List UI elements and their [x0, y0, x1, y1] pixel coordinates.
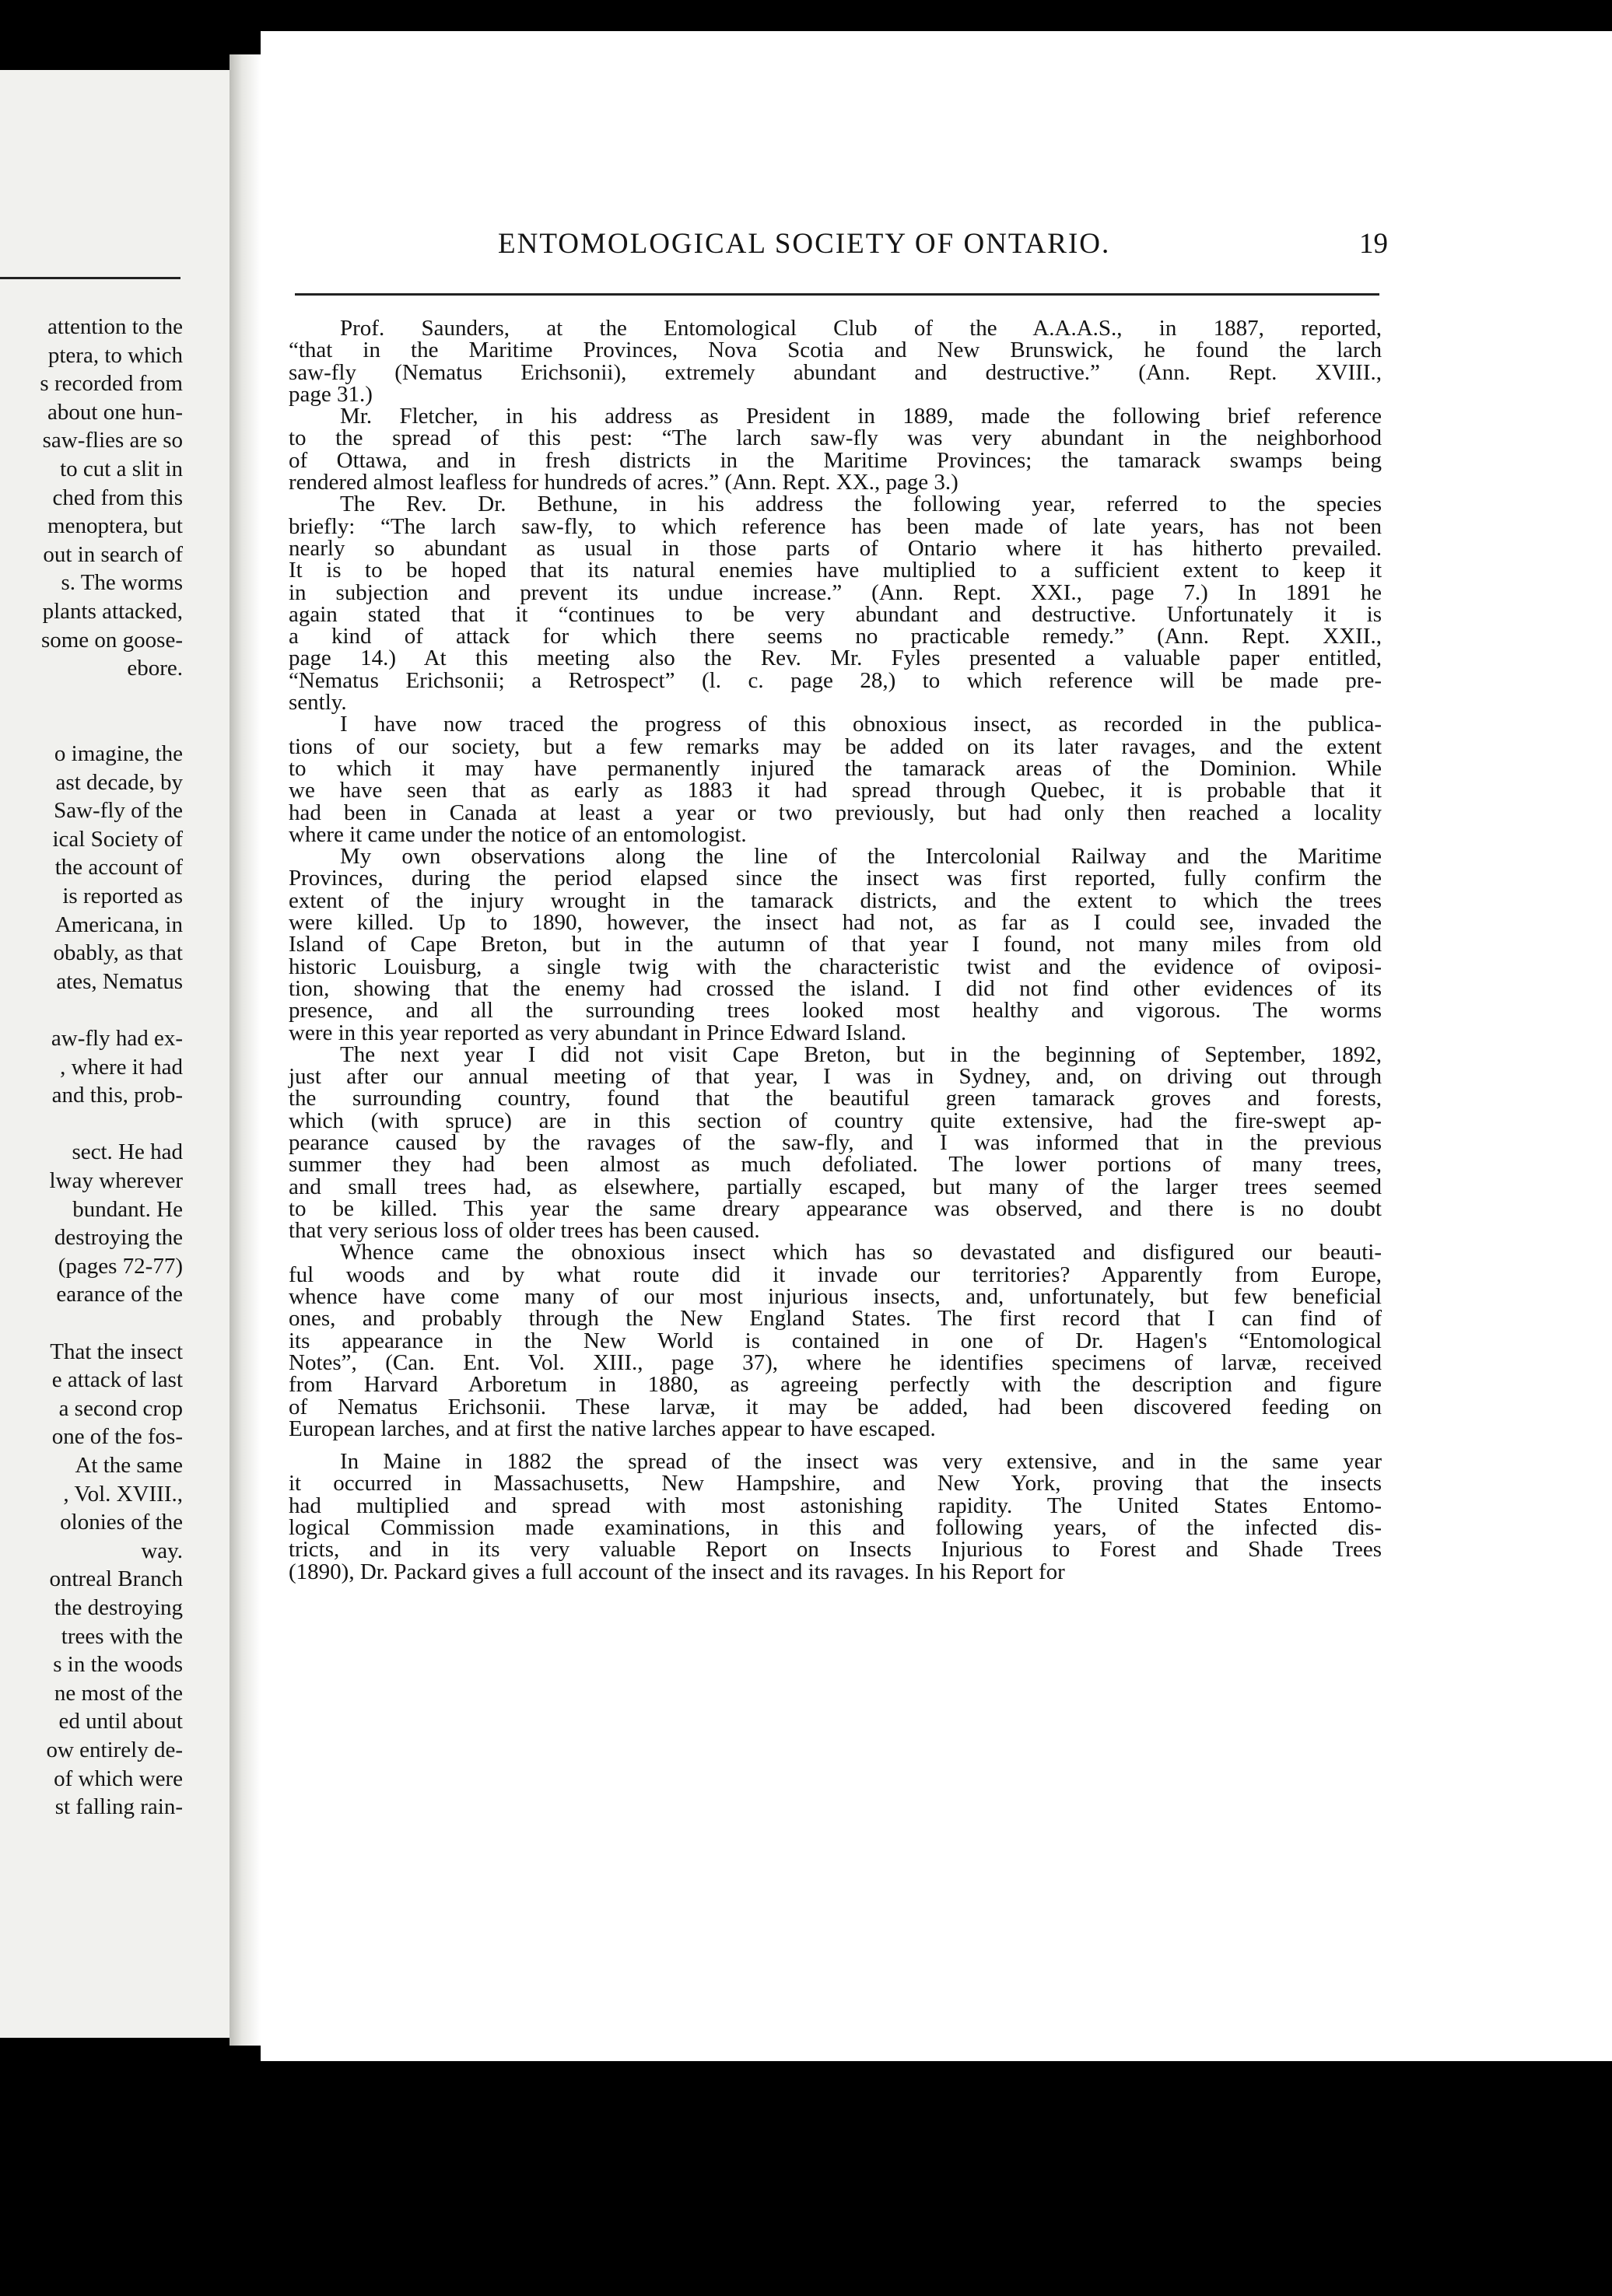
left-page-line: aw-fly had ex- [51, 1026, 183, 1051]
left-page-line: s in the woods [53, 1652, 183, 1678]
body-line: to which it may have permanently injured the tamarack areas of the Dominion. While [289, 755, 1382, 781]
body-line: historic Louisburg, a single twig with the characteristic twist and the evidence of oviposi- [289, 954, 1382, 979]
body-line: “that in the Maritime Provinces, Nova Scotia and New Brunswick, he found the larch [289, 338, 1382, 363]
body-line: Mr. Fletcher, in his address as President in 1889, made the following brief reference [340, 404, 1382, 429]
left-page-line: ates, Nematus [56, 968, 183, 994]
body-line: extent of the injury wrought in the tamarack districts, and the extent to which the trees [289, 887, 1382, 913]
left-page-line: a second crop [58, 1395, 183, 1421]
body-line: that very serious loss of older trees has been caused. [289, 1218, 760, 1244]
left-page-line: bundant. He [72, 1196, 183, 1222]
book-gutter [230, 54, 261, 2046]
body-line: presence, and all the surrounding trees looked most healthy and vigorous. The worms [289, 998, 1382, 1024]
body-line: a kind of attack for which there seems no practicable remedy.” (Ann. Rept. XXII., [289, 624, 1382, 649]
left-page-line: of which were [54, 1766, 183, 1791]
left-page-line: st falling rain- [54, 1794, 183, 1820]
left-page-line: destroying the [54, 1225, 183, 1251]
body-line: logical Commission made examinations, in this and following years, of the infected dis- [289, 1515, 1382, 1541]
left-page-line: sect. He had [72, 1139, 183, 1165]
left-page-line: menoptera, but [47, 513, 183, 539]
left-page-line: ptera, to which [47, 342, 183, 368]
body-line: In Maine in 1882 the spread of the insect was very extensive, and in the same year [340, 1449, 1382, 1475]
left-page-line: ed until about [58, 1709, 183, 1734]
body-line: in subjection and prevent its undue increase.” (Ann. Rept. XXI., page 7.) In 1891 he [289, 579, 1382, 605]
body-line: it occurred in Massachusetts, New Hampshire, and New York, proving that the insects [289, 1471, 1382, 1496]
body-line: tricts, and in its very valuable Report on Insects Injurious to Forest and Shade Trees [289, 1537, 1382, 1563]
body-line: European larches, and at first the native larches appear to have escaped. [289, 1416, 936, 1441]
body-line: Notes”, (Can. Ent. Vol. XIII., page 37), where he identifies specimens of larvæ, received [289, 1349, 1382, 1375]
body-line: were killed. Up to 1890, however, the insect had not, as far as I could see, invaded the [289, 910, 1382, 936]
body-line: tion, showing that the enemy had crossed the island. I did not find other evidences of its [289, 975, 1382, 1001]
body-line: to be killed. This year the same dreary appearance was observed, and there is no doubt [289, 1195, 1382, 1221]
left-page-line: about one hun- [47, 399, 183, 425]
left-page-line: olonies of the [60, 1510, 183, 1535]
left-page-line: At the same [75, 1453, 183, 1478]
body-line: had been in Canada at least a year or two previously, but had only then reached a locality [289, 800, 1382, 825]
body-line: Prof. Saunders, at the Entomological Club of the A.A.A.S., in 1887, reported, [340, 316, 1382, 341]
left-page-header-rule [0, 277, 180, 279]
body-line: its appearance in the New World is contained in one of Dr. Hagen's “Entomological [289, 1328, 1382, 1353]
body-line: Provinces, during the period elapsed since the insect was first reported, fully confirm the [289, 866, 1382, 891]
left-page-line: out in search of [43, 541, 183, 567]
left-page-line: (pages 72-77) [58, 1253, 183, 1279]
left-page-line: ast decade, by [55, 769, 183, 795]
left-page-line: ow entirely de- [46, 1738, 183, 1762]
left-page-line: ne most of the [54, 1680, 183, 1706]
left-page-line: plants attacked, [42, 599, 183, 624]
left-page-line: ched from this [52, 485, 183, 510]
left-page-line: trees with the [61, 1623, 183, 1649]
body-line: were in this year reported as very abundant in Prince Edward Island. [289, 1020, 907, 1045]
body-line: summer they had been almost as much defoliated. The lower portions of many trees, [289, 1152, 1382, 1178]
left-page-line: the destroying [54, 1595, 183, 1620]
left-page-line: s recorded from [40, 371, 183, 397]
body-line: ones, and probably through the New England States. The first record that I can find of [289, 1306, 1382, 1332]
left-facing-page [0, 70, 230, 2038]
body-line: just after our annual meeting of that year, I was in Sydney, and, on driving out through [289, 1064, 1382, 1090]
body-line: had multiplied and spread with most astonishing rapidity. The United States Entomo- [289, 1493, 1382, 1518]
body-text [289, 317, 1382, 1583]
right-page [261, 31, 1612, 2061]
body-line: from Harvard Arboretum in 1880, as agreeing perfectly with the description and figure [289, 1372, 1382, 1398]
left-page-line: the account of [54, 855, 183, 880]
left-page-line: , where it had [60, 1054, 183, 1080]
left-page-line: e attack of last [51, 1367, 183, 1393]
running-title: ENTOMOLOGICAL SOCIETY OF ONTARIO. [498, 228, 1111, 260]
body-line: page 14.) At this meeting also the Rev. Mr. Fyles presented a valuable paper entitled, [289, 646, 1382, 671]
body-line: the surrounding country, found that the beautiful green tamarack groves and forests, [289, 1086, 1382, 1111]
body-line: where it came under the notice of an entomologist. [289, 821, 747, 847]
body-line: we have seen that as early as 1883 it had spread through Quebec, it is probable that it [289, 778, 1382, 803]
left-page-line: one of the fos- [51, 1424, 183, 1450]
left-page-line: earance of the [56, 1282, 183, 1307]
body-line: of Nematus Erichsonii. These larvæ, it may be added, had been discovered feeding on [289, 1394, 1382, 1419]
body-line: Whence came the obnoxious insect which has so devastated and disfigured our beauti- [340, 1240, 1382, 1265]
body-line: pearance caused by the ravages of the saw-fly, and I was informed that in the previous [289, 1129, 1382, 1155]
left-page-line: o imagine, the [54, 741, 183, 766]
body-line: page 31.) [289, 381, 373, 407]
left-page-line: some on goose- [40, 627, 183, 653]
page-number: 19 [1359, 228, 1388, 260]
body-line: I have now traced the progress of this obnoxious insect, as recorded in the publica- [340, 712, 1382, 737]
left-page-line: ical Society of [52, 826, 183, 852]
left-page-line: to cut a slit in [60, 457, 183, 481]
left-page-line: attention to the [47, 314, 183, 339]
left-page-line: is reported as [62, 884, 183, 908]
header-rule [295, 293, 1379, 296]
body-line: tions of our society, but a few remarks may be added on its later ravages, and the extent [289, 733, 1382, 759]
body-line: My own observations along the line of the Intercolonial Railway and the Maritime [340, 844, 1382, 870]
body-line: It is to be hoped that its natural enemies have multiplied to a sufficient extent to keep it [289, 558, 1382, 583]
left-page-line: obably, as that [53, 940, 183, 966]
body-line: nearly so abundant as usual in those parts of Ontario where it has hitherto prevailed. [289, 535, 1382, 561]
left-page-line: lway wherever [49, 1168, 183, 1193]
left-page-line: saw-flies are so [42, 428, 183, 453]
body-line: which (with spruce) are in this section of country quite extensive, had the fire-swept ap- [289, 1108, 1382, 1133]
body-line: briefly: “The larch saw-fly, to which reference has been made of late years, has not been [289, 513, 1382, 539]
body-line: whence have come many of our most injurious insects, and, unfortunately, but few beneficial [289, 1284, 1382, 1310]
left-page-line: ebore. [127, 656, 183, 681]
body-line: “Nematus Erichsonii; a Retrospect” (l. c. page 28,) to which reference will be made pre- [289, 667, 1382, 693]
body-line: (1890), Dr. Packard gives a full account of the insect and its ravages. In his Report for [289, 1559, 1065, 1584]
body-line: rendered almost leafless for hundreds of acres.” (Ann. Rept. XX., page 3.) [289, 470, 958, 495]
body-line: again stated that it “continues to be very abundant and destructive. Unfortunately it is [289, 601, 1382, 627]
body-line: and small trees had, as elsewhere, partially escaped, but many of the larger trees seemed [289, 1174, 1382, 1199]
body-line: Island of Cape Breton, but in the autumn of that year I found, not many miles from old [289, 932, 1382, 957]
left-page-line: That the insect [50, 1339, 183, 1364]
left-page-line: , Vol. XVIII., [63, 1481, 183, 1507]
body-line: The Rev. Dr. Bethune, in his address the following year, referred to the species [340, 492, 1382, 517]
body-line: to the spread of this pest: “The larch saw-fly was very abundant in the neighborhood [289, 425, 1382, 451]
left-page-line: way. [141, 1538, 183, 1563]
body-line: saw-fly (Nematus Erichsonii), extremely abundant and destructive.” (Ann. Rept. XVIII., [289, 359, 1382, 385]
left-page-line: and this, prob- [51, 1083, 183, 1108]
left-page-line: s. The worms [61, 570, 183, 596]
left-page-line: Americana, in [54, 912, 183, 937]
body-line: The next year I did not visit Cape Breton, but in the beginning of September, 1892, [340, 1041, 1382, 1067]
body-line: of Ottawa, and in fresh districts in the Maritime Provinces; the tamarack swamps being [289, 447, 1382, 473]
body-line: ful woods and by what route did it invade our territories? Apparently from Europe, [289, 1262, 1382, 1287]
left-page-line: ontreal Branch [49, 1566, 183, 1592]
body-line: sently. [289, 690, 347, 716]
left-page-line: Saw-fly of the [54, 798, 183, 824]
